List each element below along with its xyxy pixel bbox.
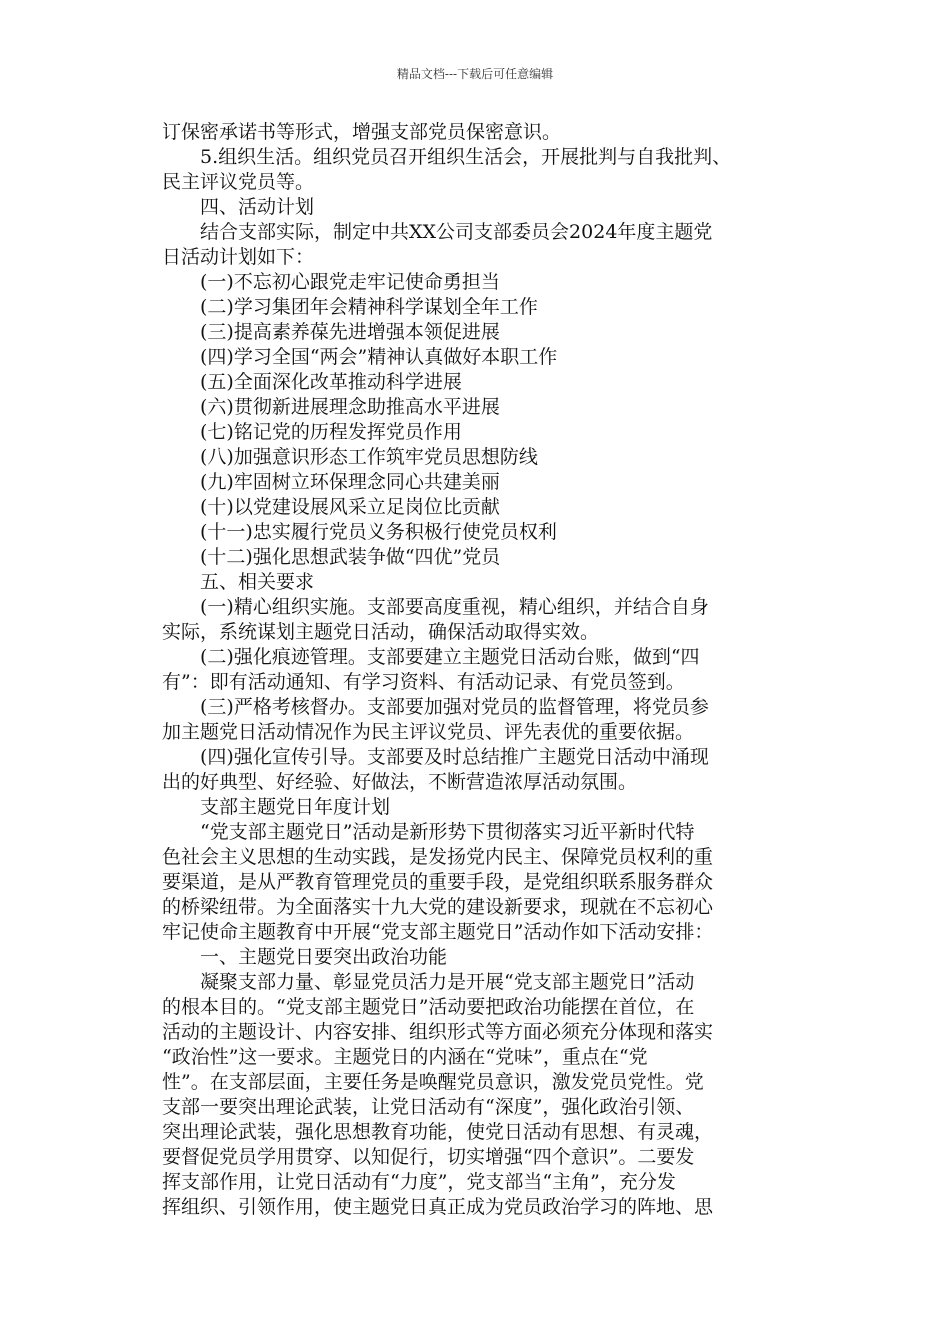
text-line: 日活动计划如下： (162, 246, 315, 268)
text-line: 一、主题党日要突出政治功能 (200, 946, 448, 968)
text-line: (十)以党建设展风采立足岗位比贡献 (200, 496, 500, 518)
text-line: 牢记使命主题教育中开展“党支部主题党日”活动作如下活动安排： (162, 921, 714, 943)
text-line: (六)贯彻新进展理念助推高水平进展 (200, 396, 500, 418)
text-line: (九)牢固树立环保理念同心共建美丽 (200, 471, 500, 493)
text-line: (一)精心组织实施。支部要高度重视，精心组织，并结合自身 (200, 596, 709, 618)
text-line: 结合支部实际，制定中共XX公司支部委员会2024年度主题党 (200, 221, 713, 243)
text-line: 突出理论武装，强化思想教育功能，使党日活动有思想、有灵魂， (162, 1121, 714, 1143)
text-line: 性”。在支部层面，主要任务是唤醒党员意识，激发党员党性。党 (162, 1071, 704, 1093)
text-line: 五、相关要求 (200, 571, 315, 593)
text-line: (二)强化痕迹管理。支部要建立主题党日活动台账，做到“四 (200, 646, 700, 668)
text-line: (三)严格考核督办。支部要加强对党员的监督管理，将党员参 (200, 696, 709, 718)
text-line: (一)不忘初心跟党走牢记使命勇担当 (200, 271, 500, 293)
text-line: (八)加强意识形态工作筑牢党员思想防线 (200, 446, 538, 468)
text-line: 出的好典型、好经验、好做法，不断营造浓厚活动氛围。 (162, 771, 638, 793)
text-line: 实际，系统谋划主题党日活动，确保活动取得实效。 (162, 621, 600, 643)
text-line: 的桥梁纽带。为全面落实十九大党的建设新要求，现就在不忘初心 (162, 896, 714, 918)
text-line: 挥组织、引领作用，使主题党日真正成为党员政治学习的阵地、思 (162, 1196, 714, 1218)
text-line: “党支部主题党日”活动是新形势下贯彻落实习近平新时代特 (200, 821, 695, 843)
text-line: (十一)忠实履行党员义务积极行使党员权利 (200, 521, 557, 543)
text-line: (四)强化宣传引导。支部要及时总结推广主题党日活动中涌现 (200, 746, 709, 768)
text-line: 有”：即有活动通知、有学习资料、有活动记录、有党员签到。 (162, 671, 685, 693)
text-line: “政治性”这一要求。主题党日的内涵在“党味”，重点在“党 (162, 1046, 648, 1068)
text-line: 支部一要突出理论武装，让党日活动有“深度”，强化政治引领、 (162, 1096, 695, 1118)
text-line: (四)学习全国“两会”精神认真做好本职工作 (200, 346, 558, 368)
text-line: (三)提高素养葆先进增强本领促进展 (200, 321, 500, 343)
page-header: 精品文档---下载后可任意编辑 (396, 67, 554, 81)
text-line: 订保密承诺书等形式，增强支部党员保密意识。 (162, 121, 562, 143)
text-line: 民主评议党员等。 (162, 171, 315, 193)
text-line: 5.组织生活。组织党员召开组织生活会，开展批判与自我批判、 (200, 146, 732, 168)
text-line: 色社会主义思想的生动实践，是发扬党内民主、保障党员权利的重 (162, 846, 714, 868)
text-line: 要渠道，是从严教育管理党员的重要手段，是党组织联系服务群众 (162, 871, 714, 893)
text-line: 凝聚支部力量、彰显党员活力是开展“党支部主题党日”活动 (200, 971, 695, 993)
text-line: 四、活动计划 (200, 196, 315, 218)
text-line: 加主题党日活动情况作为民主评议党员、评先表优的重要依据。 (162, 721, 695, 743)
text-line: 支部主题党日年度计划 (200, 796, 391, 818)
text-line: 要督促党员学用贯穿、以知促行，切实增强“四个意识”。二要发 (162, 1146, 695, 1168)
text-line: (二)学习集团年会精神科学谋划全年工作 (200, 296, 538, 318)
text-line: (十二)强化思想武装争做“四优”党员 (200, 546, 501, 568)
text-line: (五)全面深化改革推动科学进展 (200, 371, 462, 393)
text-line: 挥支部作用，让党日活动有“力度”，党支部当“主角”，充分发 (162, 1171, 676, 1193)
text-line: (七)铭记党的历程发挥党员作用 (200, 421, 462, 443)
document-body (162, 120, 810, 1220)
text-line: 活动的主题设计、内容安排、组织形式等方面必须充分体现和落实 (162, 1021, 714, 1043)
text-line: 的根本目的。“党支部主题党日”活动要把政治功能摆在首位，在 (162, 996, 695, 1018)
